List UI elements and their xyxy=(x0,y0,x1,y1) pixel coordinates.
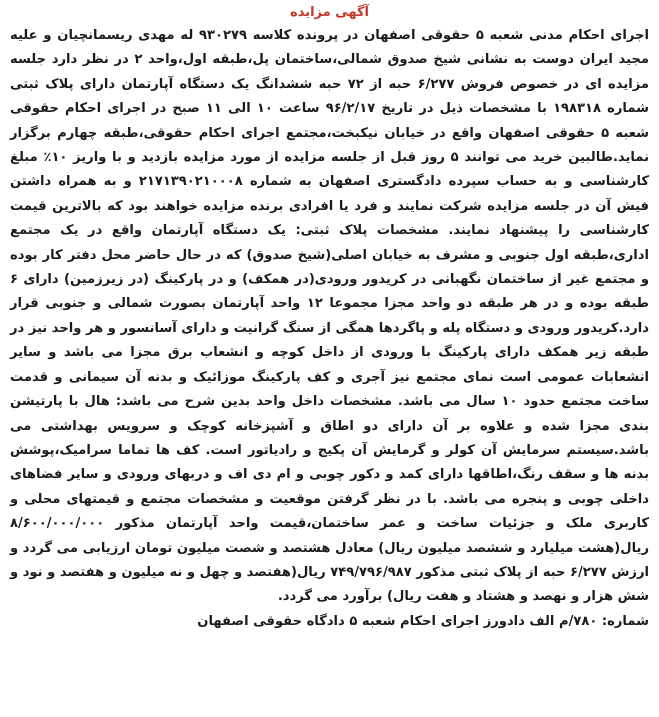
notice-signature: شماره: ۷۸۰/م الف دادورز اجرای احکام شعبه ۵ دادگاه حقوقی اصفهان xyxy=(197,613,649,629)
notice-page xyxy=(6,0,653,717)
notice-title: آگهی مزایده xyxy=(290,5,369,20)
notice-body: اجرای احکام مدنی شعبه ۵ حقوقی اصفهان در پرونده کلاسه ۹۳۰۲۷۹ له مهدی ریسمانچیان و علیه مجید ایران دوست به نشانی شیخ صدوق شمالی،ساختمان پل،طبقه اول،واحد ۲ در نظر دارد جلسه مزایده ای در خصوص فروش ۶/۲۷۷ حبه از ۷۲ حبه ششدانگ یک دستگاه آپارتمان دارای پلاک ثبتی شماره ۱۹۸۳۱۸ با مشخصات ذیل در تاریخ ۹۶/۲/۱۷ ساعت ۱۰ الی ۱۱ صبح در اجرای احکام حقوقی شعبه ۵ حقوقی اصفهان واقع در خیابان نیکبخت،مجتمع اجرای احکام حقوقی،طبقه چهارم برگزار نماید.طالبین خرید می توانند ۵ روز قبل از جلسه مزایده از مورد مزایده بازدید و با واریز ۱۰٪ مبلغ کارشناسی و به حساب سپرده دادگستری اصفهان به شماره ۲۱۷۱۳۹۰۲۱۰۰۰۸ و به همراه داشتن فیش آن در جلسه مزایده شرکت نمایند و فرد یا افرادی برنده مزایده خواهند بود که بالاترین قیمت کارشناسی را پیشنهاد نمایند. مشخصات پلاک ثبتی: یک دستگاه آپارتمان واقع در یک مجتمع اداری،طبقه اول جنوبی و مشرف به خیابان اصلی(شیخ صدوق) که در حال حاضر محل دفتر کار بوده و مجتمع غیر از ساختمان نگهبانی در کریدور ورودی(در همکف) و در پارکینگ (در زیرزمین) دارای ۶ طبقه بوده و در هر طبقه دو واحد مجزا مجموعا ۱۲ واحد آپارتمان بصورت شمالی و جنوبی قرار دارد.کریدور ورودی و دستگاه پله و پاگردها همگی از سنگ گرانیت و دارای آسانسور و هر واحد نیز در طبقه زیر همکف دارای پارکینگ با ورودی از داخل کوچه و انشعاب برق مجزا می باشد و سایر انشعابات عمومی است نمای مجتمع نیز آجری و کف پارکینگ موزائیک و بدنه آن سیمانی و قدمت ساخت مجتمع حدود ۱۰ سال می باشد. مشخصات داخل واحد بدین شرح می باشد: هال با پارتیشن بندی مجزا شده و علاوه بر آن دارای دو اطاق و آشپزخانه کوچک و سرویس بهداشتی می باشد.سیستم سرمایش آن کولر و گرمایش آن پکیج و رادیاتور است. کف ها تماما سرامیک،پوشش بدنه ها و سقف رنگ،اطاقها دارای کمد و دکور چوبی و ام دی اف و دربهای ورودی و سایر فضاهای داخلی چوبی و پنجره می باشد. با در نظر گرفتن موقعیت و مشخصات مجتمع و قیمتهای محلی و کاربری ملک و جزئیات ساخت و عمر ساختمان،قیمت واحد آپارتمان مذکور ۸/۶۰۰/۰۰۰/۰۰۰ ریال(هشت میلیارد و ششصد میلیون ریال) معادل هشتصد و شصت میلیون تومان ارزیابی می گردد و ارزش ۶/۲۷۷ حبه از پلاک ثبتی مذکور ۷۴۹/۷۹۶/۹۸۷ ریال(هفتصد و چهل و نه میلیون و هفتصد و نود و شش هزار و نهصد و هشتاد و هفت ریال) برآورد می گردد. xyxy=(10,28,650,605)
